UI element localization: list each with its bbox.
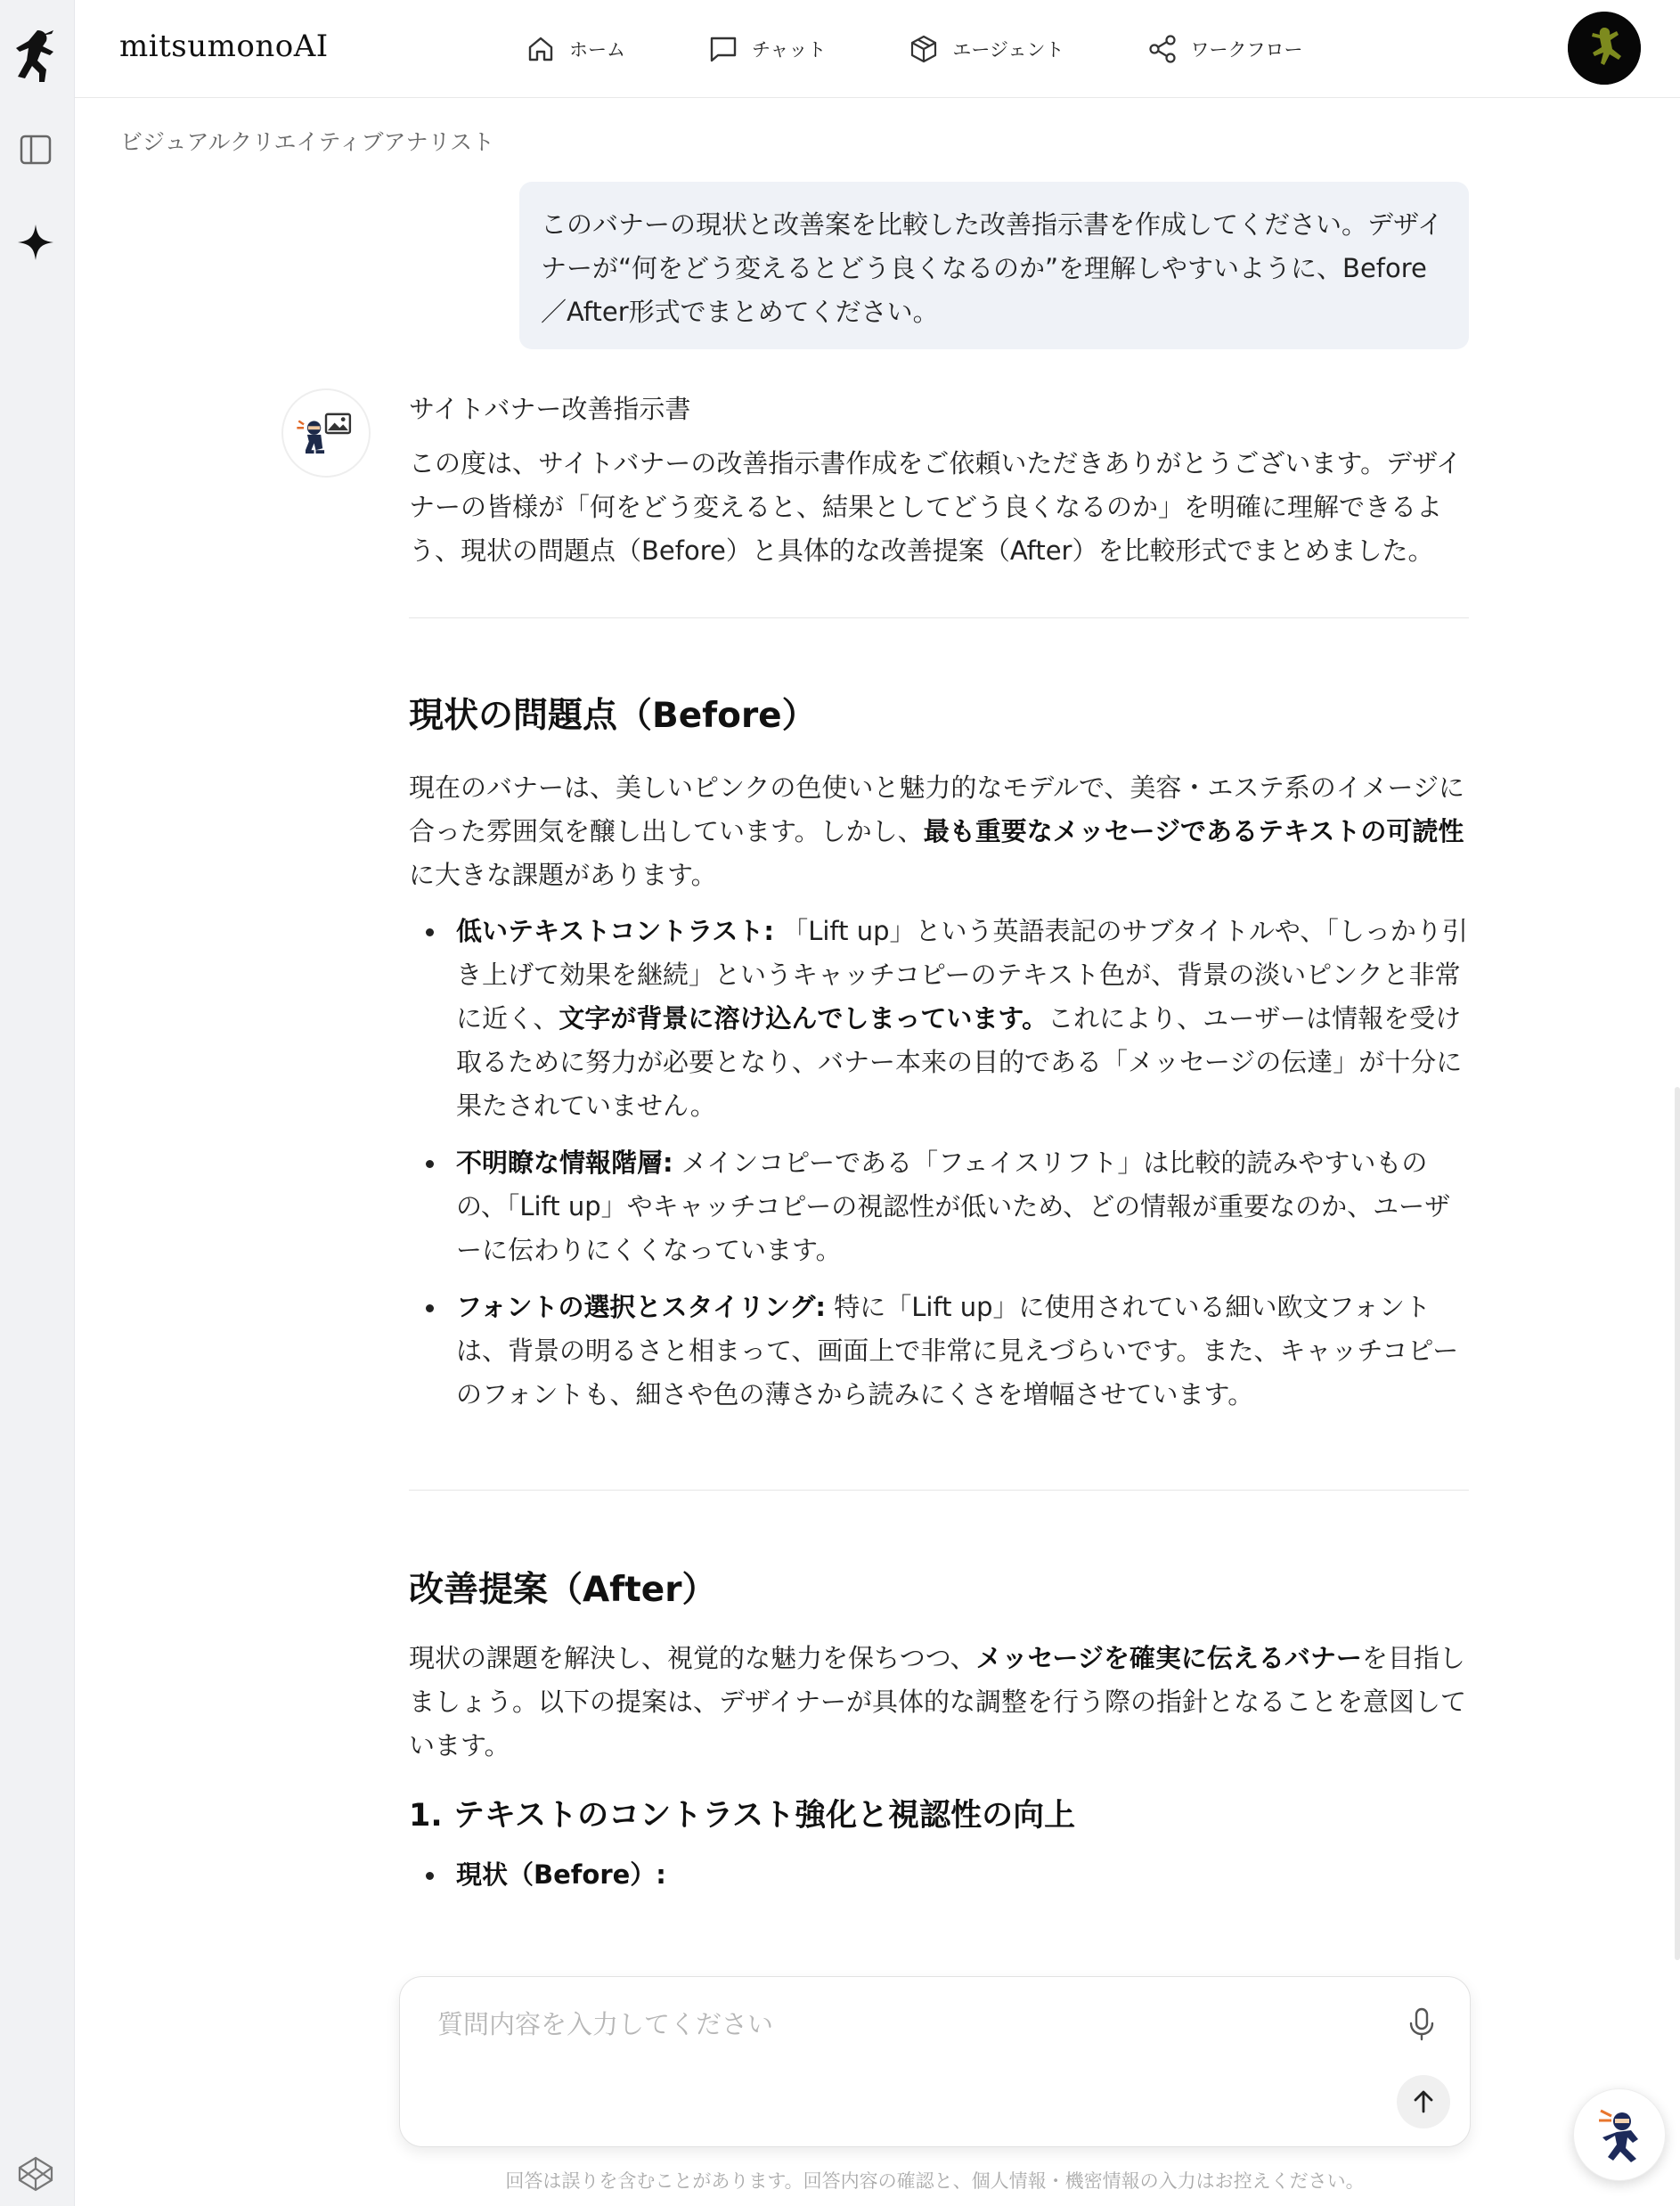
top-header xyxy=(75,0,1680,98)
user-message-bubble: このバナーの現状と改善案を比較した改善指示書を作成してください。デザイナーが“何をどう変えるとどう良くなるのか”を理解しやすいように、Before／After形式でまとめてください。 xyxy=(519,182,1469,349)
brand-name[interactable]: mitsumonoAI xyxy=(119,29,329,64)
ai-response xyxy=(409,390,1469,1897)
before-list xyxy=(409,910,1469,1417)
nav-agent-label: エージェント xyxy=(952,39,1064,61)
divider xyxy=(409,617,1469,618)
list-item-title: 不明瞭な情報階層: xyxy=(456,1148,673,1178)
nav-agent[interactable] xyxy=(908,33,1064,65)
before-para-text: 現在のバナーは、美しいピンクの色使いと魅力的なモデルで、美容・エステ系のイメージに合った雰囲気を醸し出しています。しかし、 xyxy=(409,772,1464,846)
after-subheading: 1. テキストのコントラスト強化と視認性の向上 xyxy=(409,1798,1076,1834)
divider xyxy=(409,1490,1469,1491)
response-intro: この度は、サイトバナーの改善指示書作成をご依頼いただきありがとうございます。デザイナーの皆様が「何をどう変えると、結果としてどう良くなるのか」を明確に理解できるよう、現状の問題点（Before）と具体的な改善提案（After）を比較形式でまとめました。 xyxy=(409,448,1463,566)
list-item-text: メインコピーである「フェイスリフト」は比較的読みやすいものの、「Lift up」やキャッチコピーの視認性が低いため、どの情報が重要なのか、ユーザーに伝わりにくくなっています。 xyxy=(456,1148,1451,1265)
disclaimer-text: 回答は誤りを含むことがあります。回答内容の確認と、個人情報・機密情報の入力はお控えください。 xyxy=(505,2170,1365,2192)
left-rail xyxy=(0,0,75,2206)
ai-avatar xyxy=(281,388,371,478)
ninja-image-icon xyxy=(283,390,369,476)
home-icon xyxy=(525,33,557,65)
after-list xyxy=(409,1853,1469,1897)
nav-home[interactable] xyxy=(525,33,625,65)
user-avatar[interactable] xyxy=(1568,12,1641,85)
nav-home-label: ホーム xyxy=(569,39,625,61)
before-para-text-end: に大きな課題があります。 xyxy=(409,860,717,890)
chat-composer xyxy=(399,1976,1471,2147)
list-item-bold: 文字が背景に溶け込んでしまっています。 xyxy=(559,1003,1048,1034)
list-item-text: 特に「Lift up」に使用されている細い欧文フォントは、背景の明るさと相まって、画面上で非常に見えづらいです。また、キャッチコピーのフォントも、細さや色の薄さから読みにくさを増幅させています。 xyxy=(456,1292,1459,1409)
floating-assistant-button[interactable] xyxy=(1573,2088,1666,2181)
ninja-logo-icon[interactable] xyxy=(11,25,64,87)
sparkle-icon[interactable] xyxy=(14,221,57,264)
before-para-bold: 最も重要なメッセージであるテキストの可読性 xyxy=(923,816,1464,846)
chat-icon xyxy=(707,33,739,65)
list-item xyxy=(409,1853,1469,1897)
after-para-text: 現状の課題を解決し、視覚的な魅力を保ちつつ、 xyxy=(409,1643,976,1673)
agent-name: ビジュアルクリエイティブアナリスト xyxy=(120,129,495,155)
question-input[interactable] xyxy=(437,2002,1328,2047)
sidebar-toggle-icon[interactable] xyxy=(18,132,53,167)
before-paragraph xyxy=(409,766,1469,897)
avatar-figure-icon xyxy=(1568,12,1641,85)
share-icon xyxy=(1146,33,1178,65)
scrollbar[interactable] xyxy=(1675,1087,1680,1960)
after-paragraph xyxy=(409,1637,1469,1768)
nav-workflow[interactable] xyxy=(1146,33,1303,65)
nav-chat-label: チャット xyxy=(752,39,827,61)
nav-workflow-label: ワークフロー xyxy=(1190,39,1303,61)
before-heading: 現状の問題点（Before） xyxy=(409,696,817,736)
after-para-bold: メッセージを確実に伝えるバナー xyxy=(975,1643,1362,1673)
after-para-text-end: を目指しましょう。以下の提案は、デザイナーが具体的な調整を行う際の指針となることを意図しています。 xyxy=(409,1643,1466,1761)
list-item-title: 現状（Before）: xyxy=(456,1859,666,1890)
list-item xyxy=(409,1141,1469,1272)
microphone-icon[interactable] xyxy=(1402,2004,1441,2043)
response-title: サイトバナー改善指示書 xyxy=(409,394,691,424)
main-nav xyxy=(525,27,1385,71)
ninja-mascot-icon xyxy=(1574,2089,1667,2182)
send-button[interactable] xyxy=(1397,2075,1450,2128)
list-item-title: フォントの選択とスタイリング: xyxy=(456,1292,826,1322)
cube-icon xyxy=(908,33,940,65)
list-item-text-end: これにより、ユーザーは情報を受け取るために努力が必要となり、バナー本来の目的である「メッセージの伝達」が十分に果たされていません。 xyxy=(456,1003,1463,1121)
after-heading: 改善提案（After） xyxy=(409,1570,717,1610)
nav-chat[interactable] xyxy=(707,33,826,65)
list-item-text: 「Lift up」という英語表記のサブタイトルや、「しっかり引き上げて効果を継続」というキャッチコピーのテキスト色が、背景の淡いピンクと非常に近く、 xyxy=(456,916,1468,1034)
arrow-up-icon xyxy=(1409,2088,1438,2116)
list-item-title: 低いテキストコントラスト: xyxy=(456,916,774,946)
list-item xyxy=(409,910,1469,1128)
list-item xyxy=(409,1286,1469,1417)
codepen-icon[interactable] xyxy=(16,2154,55,2194)
